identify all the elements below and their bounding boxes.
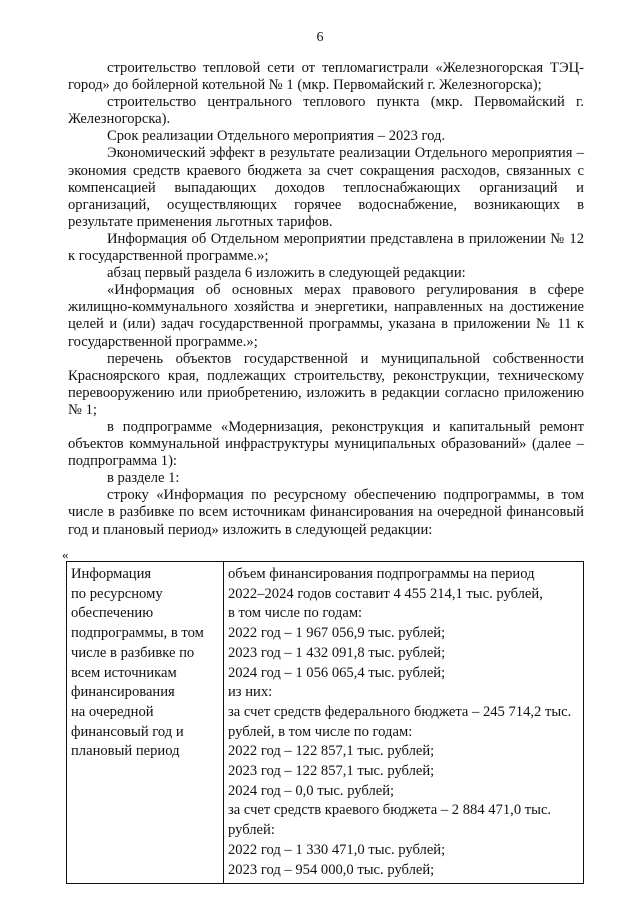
table-label-line: подпрограммы, в том <box>71 625 204 642</box>
paragraph: абзац первый раздела 6 изложить в следующей редакции: <box>107 265 466 282</box>
paragraph: в подпрограмме «Модернизация, реконструкция и капитальный ремонт объектов коммунальной инфраструктуры муниципальных образований» (далее – подпрограмма 1): <box>68 418 584 470</box>
table-label-line: обеспечению <box>71 605 154 622</box>
table-row <box>67 562 584 884</box>
table-value-line: 2022 год – 1 967 056,9 тыс. рублей; <box>228 625 446 642</box>
financing-table <box>66 561 584 884</box>
table-value-line: за счет средств федерального бюджета – 245 714,2 тыс. рублей, в том числе по годам: <box>228 703 572 740</box>
table-value-line: объем финансирования подпрограммы на период <box>228 566 535 582</box>
paragraph: Срок реализации Отдельного мероприятия – 2023 год. <box>107 128 446 145</box>
paragraph: «Информация об основных мерах правового регулирования в сфере жилищно-коммунального хозяйства и энергетики, направленных на достижение целей и (или) задач государственной программы, указана в приложении № 11 к государственной программе.»; <box>68 282 584 350</box>
table-value-line: 2023 год – 954 000,0 тыс. рублей; <box>228 861 435 878</box>
document-body <box>68 60 584 539</box>
table-cell-value <box>224 562 584 884</box>
table-value-line: 2022–2024 годов составит 4 455 214,1 тыс. рублей, <box>228 585 543 602</box>
table-label-line: числе в разбивке по <box>71 644 195 661</box>
paragraph: строку «Информация по ресурсному обеспечению подпрограммы, в том числе в разбивке по всем источникам финансирования на очередной финансовый год и плановый период» изложить в следующей редакции: <box>68 487 584 538</box>
table-cell-label <box>67 562 224 884</box>
table-label-line: всем источникам <box>71 664 177 681</box>
paragraph: Информация об Отдельном мероприятии представлена в приложении № 12 к государственной программе.»; <box>68 230 584 265</box>
table-label-line: Информация <box>71 566 152 582</box>
table-value-line: 2024 год – 0,0 тыс. рублей; <box>228 782 395 799</box>
table-value-line: из них: <box>228 684 273 701</box>
paragraph: Экономический эффект в результате реализации Отдельного мероприятия – экономия средств краевого бюджета за счет сокращения расходов, связанных с компенсацией выпадающих доходов теплоснабжающих организаций и организаций, осуществляющих горячее водоснабжение, возникающих в результате применения льготных тарифов. <box>68 145 584 230</box>
table-value-line: 2023 год – 1 432 091,8 тыс. рублей; <box>228 644 446 661</box>
table-value-line: в том числе по годам: <box>228 605 363 622</box>
table-value-line: 2022 год – 1 330 471,0 тыс. рублей; <box>228 841 446 858</box>
paragraph: строительство центрального теплового пункта (мкр. Первомайский г. Железногорска). <box>68 94 584 128</box>
opening-quote: « <box>62 547 69 562</box>
paragraph: перечень объектов государственной и муниципальной собственности Красноярского края, подлежащих строительству, реконструкции, техническому перевооружению или приобретению, изложить в редакции согласно приложению № 1; <box>68 350 584 418</box>
paragraph: строительство тепловой сети от тепломагистрали «Железногорская ТЭЦ-город» до бойлерной котельной № 1 (мкр. Первомайский г. Железногорска); <box>68 60 584 94</box>
table-value-line: 2022 год – 122 857,1 тыс. рублей; <box>228 743 435 760</box>
table-value-line: за счет средств краевого бюджета – 2 884 471,0 тыс. рублей: <box>228 802 552 839</box>
table-label-line: по ресурсному <box>71 585 163 602</box>
table-value-line: 2023 год – 122 857,1 тыс. рублей; <box>228 763 435 780</box>
table-label-line: финансовый год и <box>71 723 184 740</box>
table-label-line: финансирования <box>71 684 175 701</box>
page-number: 6 <box>316 30 324 45</box>
table-label-line: на очередной <box>71 703 154 720</box>
table-value-line: 2024 год – 1 056 065,4 тыс. рублей; <box>228 664 446 681</box>
table-label-line: плановый период <box>71 743 180 760</box>
paragraph: в разделе 1: <box>107 470 180 487</box>
